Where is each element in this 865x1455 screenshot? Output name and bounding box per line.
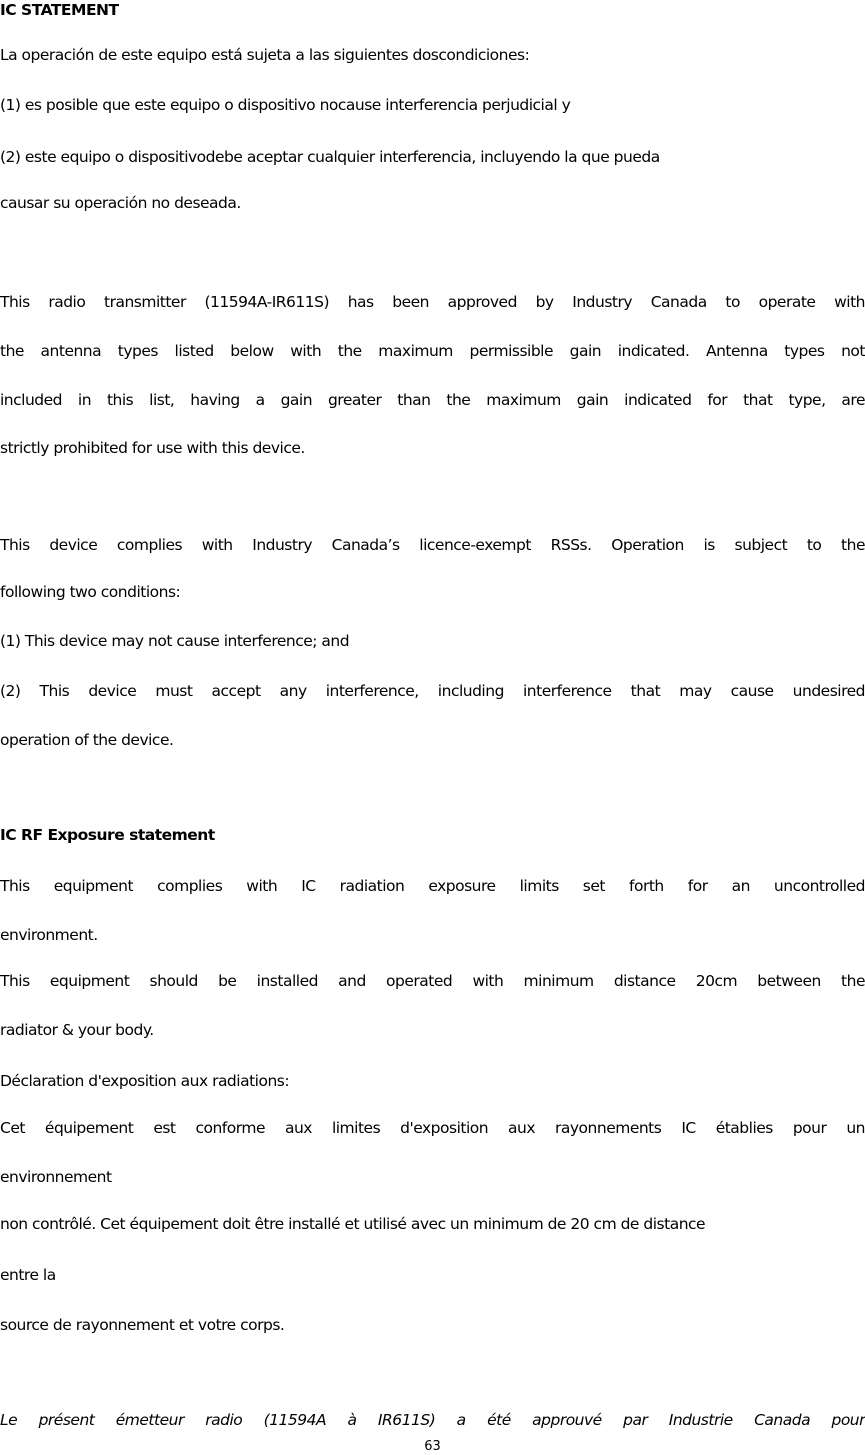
rf-distance-line-1: This equipment should be installed and operated with minimum distance 20cm between the	[0, 972, 865, 990]
fr-exposure-line-1: Cet équipement est conforme aux limites d'exposition aux rayonnements IC établies pour un	[0, 1119, 865, 1137]
antenna-paragraph-line-1: This radio transmitter (11594A-IR611S) has been approved by Industry Canada to operate with	[0, 293, 865, 311]
rss-condition-2-line-1: (2) This device must accept any interference, including interference that may cause undesired	[0, 682, 865, 700]
rf-limits-line-2: environment.	[0, 926, 98, 944]
page-number: 63	[424, 1439, 441, 1454]
rss-paragraph-line-2: following two conditions:	[0, 583, 181, 601]
fr-exposure-line-3: non contrôlé. Cet équipement doit être installé et utilisé avec un minimum de 20 cm de distance	[0, 1215, 706, 1233]
fr-approval-italic-line: Le présent émetteur radio (11594A à IR611S) a été approuvé par Industrie Canada pour	[0, 1411, 865, 1429]
fr-exposure-line-2: environnement	[0, 1168, 112, 1186]
rss-paragraph-line-1: This device complies with Industry Canada’s licence-exempt RSSs. Operation is subject to the	[0, 536, 865, 554]
rss-condition-1: (1) This device may not cause interference; and	[0, 632, 350, 650]
ic-statement-heading: IC STATEMENT	[0, 1, 119, 19]
rf-distance-line-2: radiator & your body.	[0, 1021, 154, 1039]
antenna-paragraph-line-3: included in this list, having a gain greater than the maximum gain indicated for that type, are	[0, 391, 865, 409]
fr-exposure-heading: Déclaration d'exposition aux radiations:	[0, 1072, 290, 1090]
es-condition-1: (1) es posible que este equipo o dispositivo nocause interferencia perjudicial y	[0, 96, 571, 114]
es-condition-2-line-1: (2) este equipo o dispositivodebe aceptar cualquier interferencia, incluyendo la que pueda	[0, 148, 660, 166]
es-condition-2-line-2: causar su operación no deseada.	[0, 194, 241, 212]
fr-exposure-line-5: source de rayonnement et votre corps.	[0, 1316, 285, 1334]
es-intro-text: La operación de este equipo está sujeta a las siguientes doscondiciones:	[0, 46, 530, 64]
fr-exposure-line-4: entre la	[0, 1266, 56, 1284]
antenna-paragraph-line-2: the antenna types listed below with the maximum permissible gain indicated. Antenna types not	[0, 342, 865, 360]
rf-limits-line-1: This equipment complies with IC radiation exposure limits set forth for an uncontrolled	[0, 877, 865, 895]
rss-condition-2-line-2: operation of the device.	[0, 731, 174, 749]
rf-exposure-heading: IC RF Exposure statement	[0, 826, 215, 844]
antenna-paragraph-line-4: strictly prohibited for use with this device.	[0, 439, 305, 457]
